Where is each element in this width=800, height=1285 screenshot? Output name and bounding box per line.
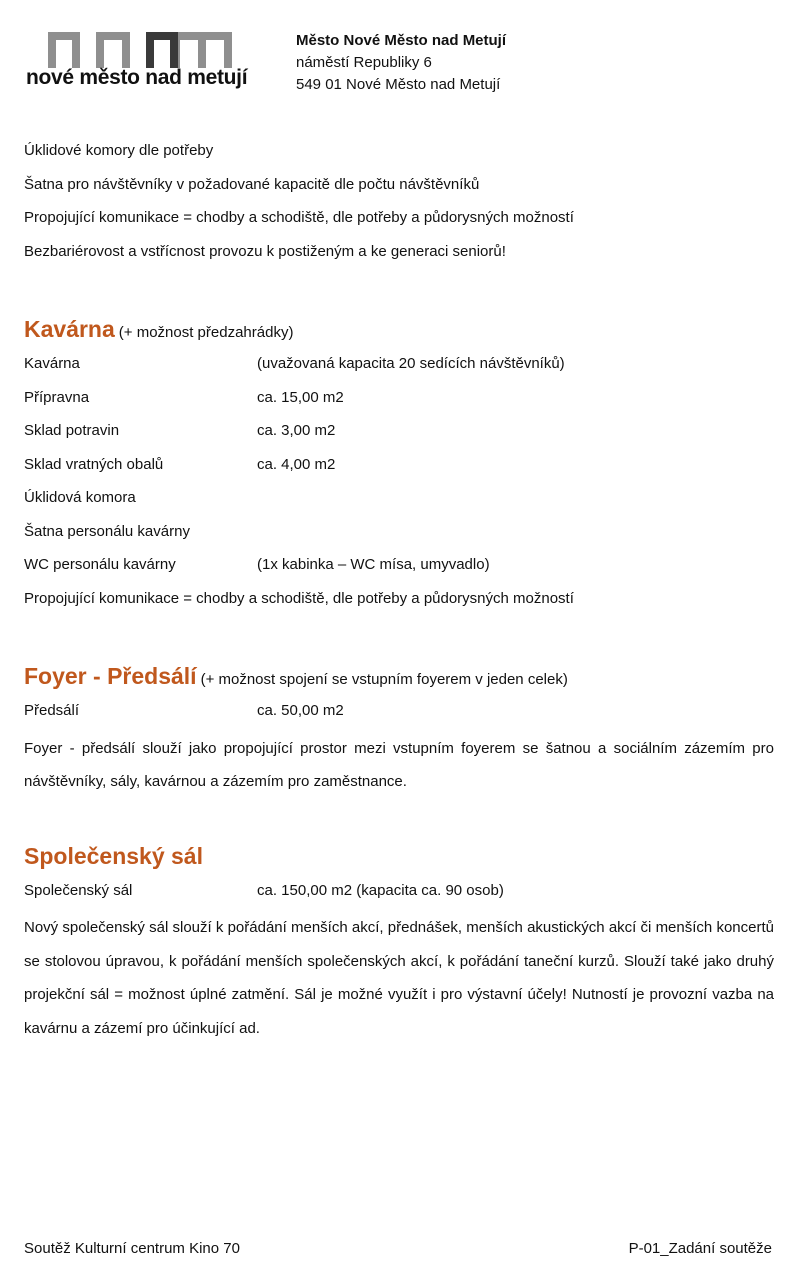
- logo-wordmark: nové město nad metují: [26, 66, 248, 89]
- section-title: Společenský sál: [24, 842, 203, 869]
- intro-item: Úklidové komory dle potřeby: [24, 142, 214, 159]
- section-heading-foyer: [24, 654, 774, 698]
- room-row: [24, 418, 774, 452]
- intro-item: Šatna pro návštěvníky v požadované kapacitě dle počtu návštěvníků: [24, 175, 480, 193]
- section-heading-hall: [24, 834, 774, 878]
- room-name: Společenský sál: [24, 881, 133, 899]
- room-name: Předsálí: [24, 702, 80, 719]
- room-row: [24, 878, 774, 912]
- room-spec: ca. 50,00 m2: [257, 702, 344, 719]
- section-title: Kavárna: [24, 316, 115, 342]
- page-footer: [24, 1240, 772, 1257]
- section-note: (+ možnost předzahrádky): [118, 324, 294, 341]
- street-address: náměstí Republiky 6: [296, 54, 432, 71]
- room-row: [24, 519, 774, 553]
- city-address: 549 01 Nové Město nad Metují: [296, 76, 501, 93]
- room-name: Přípravna: [24, 388, 90, 406]
- room-spec: ca. 150,00 m2 (kapacita ca. 90 osob): [257, 881, 504, 899]
- logo-graphic: [24, 30, 264, 70]
- hall-description: Nový společenský sál slouží k pořádání menších akcí, přednášek, menších akustických akcí či menších koncertů se stolovou úpravou, k pořádání menších společenských akcí, k pořádání taneční kurzů. Slouží také jako druhý projekční sál = možnost úplné zatmění. Sál je možné využít i pro výstavní účely! Nutností je provozní vazba na kavárnu a zázemí pro účinkující ad.: [24, 919, 774, 1037]
- room-name: Sklad vratných obalů: [24, 455, 164, 473]
- room-spec: ca. 15,00 m2: [257, 388, 344, 406]
- organization-name: Město Nové Město nad Metují: [296, 32, 507, 49]
- room-row: [24, 351, 774, 385]
- room-name: Sklad potravin: [24, 422, 120, 439]
- intro-item: Bezbariérovost a vstřícnost provozu k postiženým a ke generaci seniorů!: [24, 242, 506, 260]
- room-name: Úklidová komora: [24, 489, 136, 506]
- room-row: [24, 698, 774, 732]
- room-spec: ca. 4,00 m2: [257, 455, 336, 473]
- address-block: [296, 30, 506, 96]
- foyer-description: Foyer - předsálí slouží jako propojující prostor mezi vstupním foyerem se šatnou a sociálním zázemím pro návštěvníky, sály, kavárnou a zázemím pro zaměstnance.: [24, 739, 774, 790]
- room-spec: ca. 3,00 m2: [257, 422, 336, 439]
- room-row: [24, 552, 774, 586]
- section-title: Foyer - Předsálí: [24, 663, 197, 689]
- room-name: Kavárna: [24, 355, 80, 372]
- footer-left-text: Soutěž Kulturní centrum Kino 70: [24, 1240, 240, 1257]
- room-name: Šatna personálu kavárny: [24, 522, 190, 540]
- section-note: (+ možnost spojení se vstupním foyerem v jeden celek): [200, 671, 568, 688]
- room-row: [24, 385, 774, 419]
- intro-item: Propojující komunikace = chodby a schodiště, dle potřeby a půdorysných možností: [24, 209, 574, 226]
- room-row: [24, 452, 774, 486]
- city-logo: [24, 30, 264, 94]
- document-body: [24, 138, 774, 1045]
- room-spec: (1x kabinka – WC mísa, umyvadlo): [257, 556, 490, 573]
- section-heading-cafe: [24, 307, 774, 351]
- room-name: WC personálu kavárny: [24, 556, 176, 573]
- footer-right-text: P-01_Zadání soutěže: [628, 1240, 772, 1257]
- room-spec: (uvažovaná kapacita 20 sedících návštěvníků): [257, 355, 565, 372]
- room-row: [24, 485, 774, 519]
- cafe-note-line: Propojující komunikace = chodby a schodiště, dle potřeby a půdorysných možností: [24, 589, 574, 607]
